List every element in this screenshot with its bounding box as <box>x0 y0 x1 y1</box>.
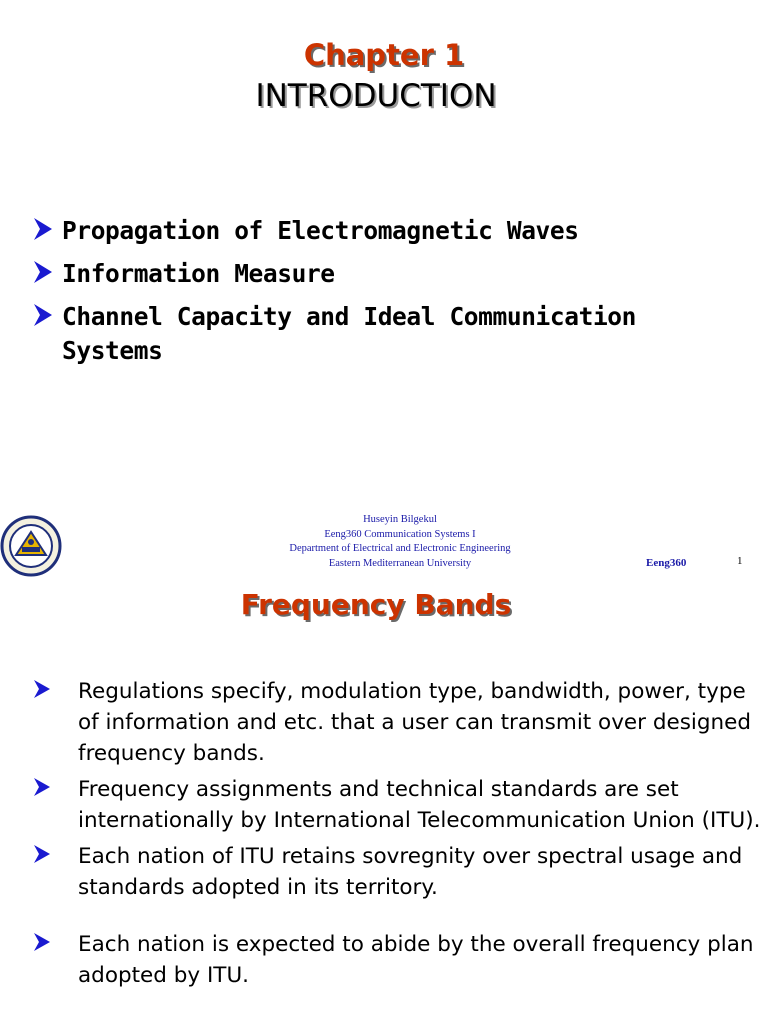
page-number: 1 <box>737 555 743 567</box>
topic-list <box>32 214 732 377</box>
footer-course-full: Eeng360 Communication Systems I <box>324 528 476 540</box>
regulation-item <box>32 774 762 836</box>
university-logo-icon <box>0 515 62 577</box>
arrow-bullet-icon <box>32 841 52 865</box>
arrow-bullet-icon <box>32 676 52 700</box>
topic-label: Propagation of Electromagnetic Waves <box>62 216 579 245</box>
footer-course-code: Eeng360 <box>646 557 687 569</box>
footer-author: Huseyin Bilgekul <box>363 514 437 525</box>
arrow-bullet-icon <box>32 302 54 328</box>
chapter-subtitle: INTRODUCTION <box>255 78 497 114</box>
regulation-item <box>32 841 762 903</box>
regulation-item <box>32 676 762 769</box>
slide-footer <box>0 513 768 573</box>
topic-label: Channel Capacity and Ideal Communication Systems <box>62 302 637 365</box>
regulation-text: Each nation is expected to abide by the overall frequency plan adopted by ITU. <box>78 932 754 988</box>
topic-item <box>32 214 732 248</box>
regulation-item <box>32 929 762 991</box>
arrow-bullet-icon <box>32 216 54 242</box>
regulation-text: Frequency assignments and technical standards are set internationally by International Telecommunication Union (ITU). <box>78 777 761 833</box>
arrow-bullet-icon <box>32 929 52 953</box>
regulation-text: Each nation of ITU retains sovregnity over spectral usage and standards adopted in its territory. <box>78 844 743 900</box>
footer-university: Eastern Mediterranean University <box>328 557 472 569</box>
regulation-list <box>32 676 762 996</box>
footer-department: Department of Electrical and Electronic Engineering <box>289 543 511 554</box>
topic-item <box>32 257 732 291</box>
topic-label: Information Measure <box>62 259 335 288</box>
arrow-bullet-icon <box>32 774 52 798</box>
section-title: Frequency Bands <box>240 588 512 621</box>
topic-item <box>32 300 732 368</box>
regulation-text: Regulations specify, modulation type, bandwidth, power, type of information and etc. that a user can transmit over designed frequency bands. <box>78 679 752 766</box>
chapter-title: Chapter 1 <box>303 38 465 72</box>
arrow-bullet-icon <box>32 259 54 285</box>
footer-credits <box>230 513 570 571</box>
